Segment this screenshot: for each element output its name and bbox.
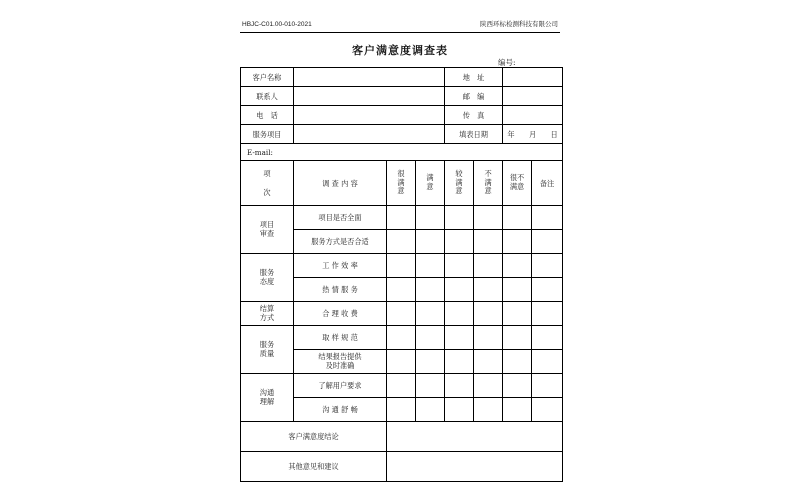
category-service-attitude <box>241 254 294 302</box>
category-label: 服务 质量 <box>259 339 275 358</box>
rating-cell[interactable] <box>503 326 532 350</box>
rating-cell[interactable] <box>503 398 532 422</box>
phone-field[interactable] <box>294 106 445 125</box>
survey-row <box>241 374 563 398</box>
rating-cell[interactable] <box>474 326 503 350</box>
rating-cell[interactable] <box>387 326 416 350</box>
item-label: 了解用户要求 <box>294 374 387 398</box>
form-title: 客户满意度调查表 <box>352 44 448 57</box>
info-row <box>241 106 563 125</box>
item-label: 服务方式是否合适 <box>294 230 387 254</box>
rating-cell[interactable] <box>387 206 416 230</box>
rating-cell[interactable] <box>387 230 416 254</box>
doc-code: HBJC-C01.00-010-2021 <box>242 21 312 28</box>
rating-cell[interactable] <box>387 374 416 398</box>
rating-cell[interactable] <box>445 302 474 326</box>
fill-date-field[interactable]: 年 月 日 <box>503 125 563 144</box>
unsatisfied-header <box>474 161 503 206</box>
service-item-field[interactable] <box>294 125 445 144</box>
item-label: 取 样 规 范 <box>294 326 387 350</box>
address-label: 地 址 <box>445 68 503 87</box>
remarks-cell[interactable] <box>532 302 563 326</box>
very-satisfied-header <box>387 161 416 206</box>
rating-cell[interactable] <box>474 374 503 398</box>
rating-cell[interactable] <box>503 278 532 302</box>
fill-date-label: 填表日期 <box>445 125 503 144</box>
category-service-quality <box>241 326 294 374</box>
rating-cell[interactable] <box>416 374 445 398</box>
item-header-top: 项 <box>263 169 271 178</box>
rating-cell[interactable] <box>416 278 445 302</box>
survey-row <box>241 254 563 278</box>
postcode-field[interactable] <box>503 87 563 106</box>
remarks-cell[interactable] <box>532 230 563 254</box>
rating-cell[interactable] <box>474 206 503 230</box>
category-label: 项目 审查 <box>259 219 275 238</box>
rating-cell[interactable] <box>387 350 416 374</box>
survey-table <box>240 67 563 482</box>
category-settlement <box>241 302 294 326</box>
rating-cell[interactable] <box>445 326 474 350</box>
rating-cell[interactable] <box>503 374 532 398</box>
unsatisfied-label: 不 满 意 <box>484 169 492 196</box>
remarks-header: 备注 <box>532 161 563 206</box>
rating-cell[interactable] <box>503 206 532 230</box>
phone-label: 电 话 <box>241 106 294 125</box>
item-label: 热 情 服 务 <box>294 278 387 302</box>
rating-cell[interactable] <box>416 302 445 326</box>
item-header-bottom: 次 <box>263 188 271 197</box>
conclusion-label: 客户满意度结论 <box>241 422 387 452</box>
remarks-cell[interactable] <box>532 206 563 230</box>
opinions-row <box>241 452 563 482</box>
email-label[interactable]: E-mail: <box>241 144 563 161</box>
customer-name-label: 客户名称 <box>241 68 294 87</box>
rating-cell[interactable] <box>474 230 503 254</box>
item-label: 项目是否全面 <box>294 206 387 230</box>
rating-cell[interactable] <box>387 398 416 422</box>
rating-cell[interactable] <box>445 206 474 230</box>
fax-field[interactable] <box>503 106 563 125</box>
rating-cell[interactable] <box>416 350 445 374</box>
address-field[interactable] <box>503 68 563 87</box>
serial-number-label: 编号: <box>498 58 516 67</box>
info-row <box>241 87 563 106</box>
remarks-cell[interactable] <box>532 398 563 422</box>
satisfied-header <box>416 161 445 206</box>
rating-cell[interactable] <box>503 254 532 278</box>
very-satisfied-label: 很 满 意 <box>397 169 405 196</box>
item-label: 沟 通 舒 畅 <box>294 398 387 422</box>
service-item-label: 服务项目 <box>241 125 294 144</box>
contact-field[interactable] <box>294 87 445 106</box>
rating-cell[interactable] <box>474 350 503 374</box>
rating-cell[interactable] <box>503 230 532 254</box>
remarks-cell[interactable] <box>532 350 563 374</box>
item-label: 工 作 效 率 <box>294 254 387 278</box>
very-unsatisfied-header <box>503 161 532 206</box>
company-name: 陕西环标检测科技有限公司 <box>480 21 558 28</box>
rating-cell[interactable] <box>503 350 532 374</box>
satisfied-label: 满 意 <box>426 173 434 191</box>
rating-cell[interactable] <box>387 254 416 278</box>
category-label: 沟通 理解 <box>259 387 275 406</box>
fax-label: 传 真 <box>445 106 503 125</box>
contact-label: 联系人 <box>241 87 294 106</box>
conclusion-field[interactable] <box>387 422 563 452</box>
survey-row <box>241 302 563 326</box>
content-column-header: 调 查 内 容 <box>294 161 387 206</box>
rating-cell[interactable] <box>387 278 416 302</box>
rating-cell[interactable] <box>387 302 416 326</box>
rating-cell[interactable] <box>474 398 503 422</box>
opinions-label: 其他意见和建议 <box>241 452 387 482</box>
remarks-cell[interactable] <box>532 278 563 302</box>
rating-cell[interactable] <box>416 254 445 278</box>
fairly-satisfied-header <box>445 161 474 206</box>
remarks-cell[interactable] <box>532 254 563 278</box>
category-project-review <box>241 206 294 254</box>
email-row <box>241 144 563 161</box>
rating-cell[interactable] <box>503 302 532 326</box>
rating-cell[interactable] <box>416 326 445 350</box>
opinions-field[interactable] <box>387 452 563 482</box>
item-column-header <box>241 161 294 206</box>
info-row <box>241 125 563 144</box>
rating-cell[interactable] <box>416 398 445 422</box>
column-header-row <box>241 161 563 206</box>
category-label: 结算 方式 <box>259 303 275 322</box>
rating-cell[interactable] <box>445 350 474 374</box>
document-header <box>240 18 560 33</box>
rating-cell[interactable] <box>474 302 503 326</box>
rating-cell[interactable] <box>445 278 474 302</box>
rating-cell[interactable] <box>445 374 474 398</box>
rating-cell[interactable] <box>445 230 474 254</box>
conclusion-row <box>241 422 563 452</box>
rating-cell[interactable] <box>416 206 445 230</box>
category-label: 服务 态度 <box>259 267 275 286</box>
item-label <box>294 350 387 374</box>
survey-row <box>241 326 563 350</box>
customer-name-field[interactable] <box>294 68 445 87</box>
postcode-label: 邮 编 <box>445 87 503 106</box>
item-label: 合 理 收 费 <box>294 302 387 326</box>
rating-cell[interactable] <box>474 278 503 302</box>
remarks-cell[interactable] <box>532 326 563 350</box>
very-unsatisfied-label: 很不 满意 <box>509 173 525 191</box>
info-row <box>241 68 563 87</box>
rating-cell[interactable] <box>445 254 474 278</box>
rating-cell[interactable] <box>445 398 474 422</box>
category-communication <box>241 374 294 422</box>
rating-cell[interactable] <box>416 230 445 254</box>
remarks-cell[interactable] <box>532 374 563 398</box>
item-label-text: 结果报告提供 及时准确 <box>318 351 362 370</box>
fairly-satisfied-label: 较 满 意 <box>455 169 463 196</box>
rating-cell[interactable] <box>474 254 503 278</box>
survey-row <box>241 206 563 230</box>
